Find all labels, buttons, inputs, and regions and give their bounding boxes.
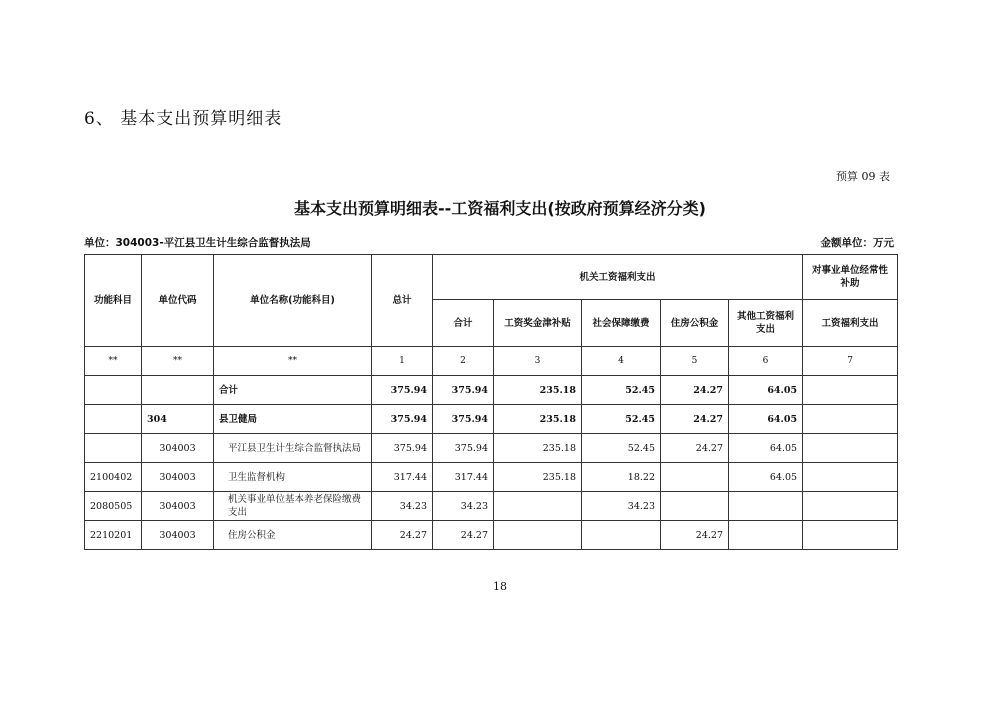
subsidy-cell bbox=[803, 434, 898, 463]
social-cell: 52.45 bbox=[582, 405, 661, 434]
unit-name-cell: 县卫健局 bbox=[214, 405, 372, 434]
sum-cell: 34.23 bbox=[433, 492, 494, 521]
subsidy-cell bbox=[803, 463, 898, 492]
unit-code-cell bbox=[142, 376, 214, 405]
header-sub-wage: 工资奖金津补贴 bbox=[494, 300, 582, 347]
unit-line bbox=[84, 235, 894, 249]
total-cell: 375.94 bbox=[372, 434, 433, 463]
index-cell: 3 bbox=[494, 347, 582, 376]
unit-code-cell: 304003 bbox=[142, 521, 214, 550]
total-cell: 375.94 bbox=[372, 405, 433, 434]
index-cell: 4 bbox=[582, 347, 661, 376]
amount-unit-label: 金额单位：万元 bbox=[820, 237, 894, 249]
subsidy-cell bbox=[803, 521, 898, 550]
header-row-1 bbox=[85, 255, 898, 300]
wage-cell bbox=[494, 521, 582, 550]
header-total: 总计 bbox=[372, 255, 433, 347]
table-row bbox=[85, 492, 898, 521]
index-cell: 1 bbox=[372, 347, 433, 376]
total-cell: 317.44 bbox=[372, 463, 433, 492]
index-row bbox=[85, 347, 898, 376]
other-cell: 64.05 bbox=[729, 434, 803, 463]
social-cell: 52.45 bbox=[582, 376, 661, 405]
other-cell bbox=[729, 521, 803, 550]
unit-code-cell: 304003 bbox=[142, 434, 214, 463]
page-number: 18 bbox=[493, 580, 507, 593]
subsidy-cell bbox=[803, 492, 898, 521]
table-row bbox=[85, 463, 898, 492]
header-func-code: 功能科目 bbox=[85, 255, 142, 347]
total-cell: 34.23 bbox=[372, 492, 433, 521]
unit-name-cell: 平江县卫生计生综合监督执法局 bbox=[214, 434, 372, 463]
func-code-cell bbox=[85, 434, 142, 463]
table-row bbox=[85, 434, 898, 463]
header-sub-social: 社会保障缴费 bbox=[582, 300, 661, 347]
index-cell: 2 bbox=[433, 347, 494, 376]
unit-code-cell: 304 bbox=[142, 405, 214, 434]
wage-cell: 235.18 bbox=[494, 376, 582, 405]
wage-cell: 235.18 bbox=[494, 434, 582, 463]
wage-cell: 235.18 bbox=[494, 405, 582, 434]
header-agency-group: 机关工资福利支出 bbox=[433, 255, 803, 300]
total-cell: 24.27 bbox=[372, 521, 433, 550]
other-cell bbox=[729, 492, 803, 521]
other-cell: 64.05 bbox=[729, 405, 803, 434]
header-sub-subsidy: 工资福利支出 bbox=[803, 300, 898, 347]
housing-cell bbox=[661, 492, 729, 521]
social-cell: 34.23 bbox=[582, 492, 661, 521]
index-cell: 7 bbox=[803, 347, 898, 376]
wage-cell: 235.18 bbox=[494, 463, 582, 492]
other-cell: 64.05 bbox=[729, 463, 803, 492]
wage-cell bbox=[494, 492, 582, 521]
header-unit-code: 单位代码 bbox=[142, 255, 214, 347]
header-subsidy-group: 对事业单位经常性补助 bbox=[803, 255, 898, 300]
func-code-cell: 2100402 bbox=[85, 463, 142, 492]
budget-table bbox=[84, 254, 898, 550]
other-cell: 64.05 bbox=[729, 376, 803, 405]
housing-cell: 24.27 bbox=[661, 434, 729, 463]
subsidy-cell bbox=[803, 405, 898, 434]
table-title: 基本支出预算明细表--工资福利支出(按政府预算经济分类) bbox=[294, 199, 706, 218]
sum-cell: 375.94 bbox=[433, 376, 494, 405]
housing-cell bbox=[661, 463, 729, 492]
unit-code-cell: 304003 bbox=[142, 492, 214, 521]
table-row bbox=[85, 521, 898, 550]
index-cell: ** bbox=[142, 347, 214, 376]
header-unit-name: 单位名称(功能科目) bbox=[214, 255, 372, 347]
total-cell: 375.94 bbox=[372, 376, 433, 405]
social-cell: 18.22 bbox=[582, 463, 661, 492]
header-sub-sum: 合计 bbox=[433, 300, 494, 347]
housing-cell: 24.27 bbox=[661, 521, 729, 550]
social-cell: 52.45 bbox=[582, 434, 661, 463]
sum-cell: 24.27 bbox=[433, 521, 494, 550]
func-code-cell bbox=[85, 405, 142, 434]
index-cell: 6 bbox=[729, 347, 803, 376]
subsidy-cell bbox=[803, 376, 898, 405]
section-title: 6、 基本支出预算明细表 bbox=[84, 109, 283, 129]
index-cell: 5 bbox=[661, 347, 729, 376]
unit-name-cell: 机关事业单位基本养老保险缴费支出 bbox=[214, 492, 372, 521]
table-row bbox=[85, 405, 898, 434]
table-row bbox=[85, 376, 898, 405]
housing-cell: 24.27 bbox=[661, 405, 729, 434]
func-code-cell bbox=[85, 376, 142, 405]
unit-name-cell: 卫生监督机构 bbox=[214, 463, 372, 492]
social-cell bbox=[582, 521, 661, 550]
func-code-cell: 2210201 bbox=[85, 521, 142, 550]
unit-code-cell: 304003 bbox=[142, 463, 214, 492]
index-cell: ** bbox=[85, 347, 142, 376]
func-code-cell: 2080505 bbox=[85, 492, 142, 521]
table-number: 预算 09 表 bbox=[836, 170, 890, 183]
sum-cell: 317.44 bbox=[433, 463, 494, 492]
index-cell: ** bbox=[214, 347, 372, 376]
sum-cell: 375.94 bbox=[433, 434, 494, 463]
header-sub-housing: 住房公积金 bbox=[661, 300, 729, 347]
unit-name-cell: 住房公积金 bbox=[214, 521, 372, 550]
unit-name-label: 单位：304003-平江县卫生计生综合监督执法局 bbox=[84, 237, 311, 249]
housing-cell: 24.27 bbox=[661, 376, 729, 405]
sum-cell: 375.94 bbox=[433, 405, 494, 434]
header-sub-other: 其他工资福利支出 bbox=[729, 300, 803, 347]
unit-name-cell: 合计 bbox=[214, 376, 372, 405]
